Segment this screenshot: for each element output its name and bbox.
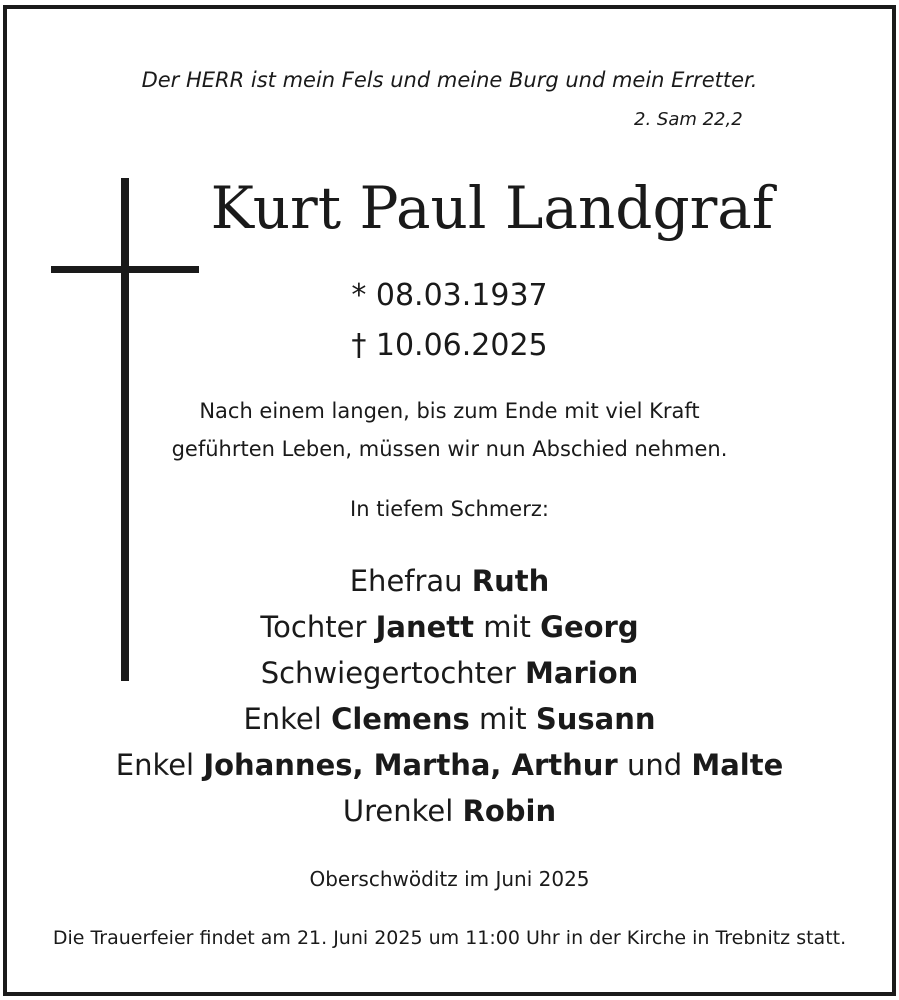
family-relation: Ehefrau (349, 564, 472, 598)
birth-date: * 08.03.1937 (351, 278, 548, 313)
family-relation: Urenkel (342, 794, 463, 828)
family-line (0, 604, 899, 650)
family-relation: mit (474, 610, 541, 644)
family-relation: Enkel (243, 702, 332, 736)
family-relation: und (617, 748, 692, 782)
family-member-name: Susann (535, 702, 656, 736)
death-date: † 10.06.2025 (351, 328, 548, 363)
family-line (0, 696, 899, 742)
mourning-intro: In tiefem Schmerz: (350, 497, 549, 521)
family-relation: Tochter (260, 610, 376, 644)
cross-icon-horizontal (51, 266, 199, 273)
farewell-message-line-1: Nach einem langen, bis zum Ende mit viel Kraft (199, 399, 700, 423)
bible-verse-reference: 2. Sam 22,2 (634, 109, 743, 130)
deceased-name: Kurt Paul Landgraf (210, 174, 774, 242)
family-member-name: Johannes, Martha, Arthur (203, 748, 618, 782)
family-member-name: Janett (375, 610, 475, 644)
family-relation: Schwiegertochter (260, 656, 526, 690)
farewell-message-line-2: geführten Leben, müssen wir nun Abschied nehmen. (171, 437, 728, 461)
place-and-date: Oberschwöditz im Juni 2025 (309, 867, 590, 891)
family-line (0, 742, 899, 788)
family-line (0, 788, 899, 834)
family-member-name: Ruth (471, 564, 550, 598)
family-member-name: Malte (691, 748, 784, 782)
family-relation: Enkel (115, 748, 204, 782)
family-member-name: Marion (525, 656, 639, 690)
family-line (0, 558, 899, 604)
bible-verse: Der HERR ist mein Fels und meine Burg und mein Erretter. (141, 68, 758, 92)
family-member-name: Georg (540, 610, 639, 644)
family-member-name: Robin (462, 794, 557, 828)
funeral-info: Die Trauerfeier findet am 21. Juni 2025 um 11:00 Uhr in der Kirche in Trebnitz statt. (52, 927, 847, 949)
family-line (0, 650, 899, 696)
family-relation: mit (469, 702, 536, 736)
family-member-name: Clemens (331, 702, 470, 736)
